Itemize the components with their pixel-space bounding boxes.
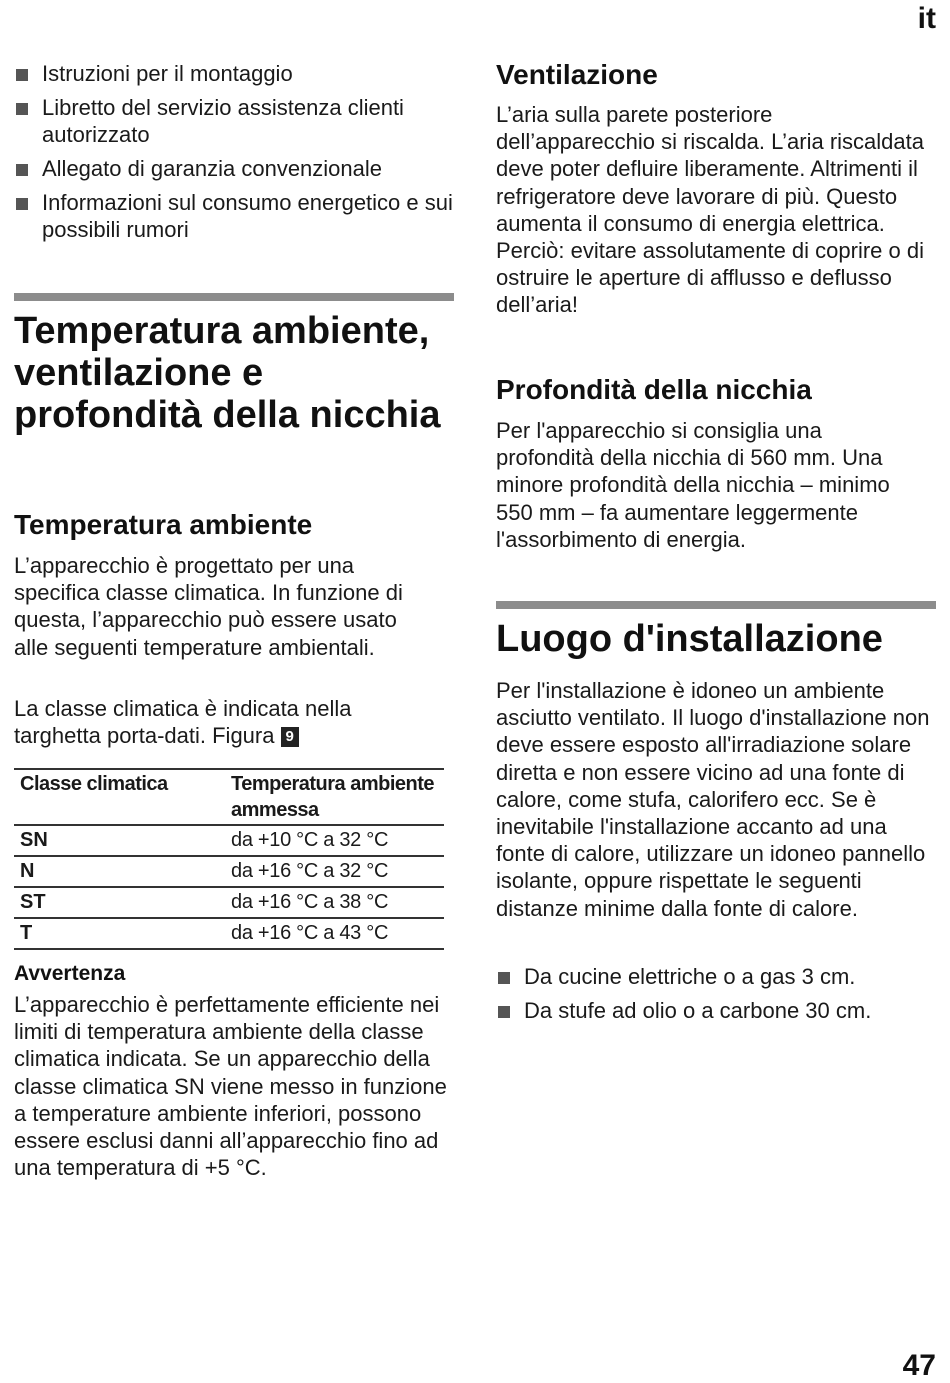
column-header-class: Classe climatica bbox=[14, 769, 225, 825]
table-row bbox=[14, 856, 444, 887]
list-item bbox=[14, 189, 454, 243]
temperature-heading: Temperatura ambiente bbox=[14, 509, 313, 540]
note-heading: Avvertenza bbox=[14, 962, 126, 985]
bullet-square-icon bbox=[16, 69, 28, 81]
language-tag: it bbox=[917, 2, 936, 35]
table-cell-temperature: da +16 °C a 43 °C bbox=[231, 922, 389, 944]
table-row bbox=[14, 825, 444, 856]
bullet-square-icon bbox=[498, 972, 510, 984]
installation-paragraph: Per l'installazione è idoneo un ambiente asciutto ventilato. Il luogo d'installazione non deve essere esposto all'irradiazione solare diretta e non essere vicino ad una fonte di calore, come stufa, calorifero ecc. Se è inevitabile l'installazione accanto ad una fonte di calore, utilizzare un idoneo pannello isolante, oppure rispettate le seguenti distanze minime dalla fonte di calore. bbox=[496, 678, 930, 921]
table-row bbox=[14, 887, 444, 918]
list-item-text: Istruzioni per il montaggio bbox=[42, 61, 293, 86]
table-cell-temperature: da +16 °C a 38 °C bbox=[225, 887, 444, 918]
ventilation-paragraph: L’aria sulla parete posteriore dell’apparecchio si riscalda. L’aria riscaldata deve poter defluire liberamente. Altrimenti il refrigeratore deve lavorare di più. Questo aumenta il consumo di energia elettrica. Perciò: evitare assolutamente di coprire o di ostruire le aperture di afflusso e deflusso dell’aria! bbox=[496, 102, 925, 318]
table-cell-class: T bbox=[20, 922, 33, 944]
bullet-square-icon bbox=[16, 164, 28, 176]
installation-title: Luogo d'installazione bbox=[496, 618, 883, 660]
table-header-row bbox=[14, 769, 444, 825]
included-documents-list bbox=[14, 60, 454, 250]
list-item-text: Allegato di garanzia convenzionale bbox=[42, 156, 383, 181]
list-item bbox=[14, 155, 454, 182]
table-cell-temperature: da +16 °C a 32 °C bbox=[225, 856, 444, 887]
climate-class-paragraph bbox=[14, 695, 434, 749]
section-divider bbox=[14, 293, 454, 301]
list-item-text: Da cucine elettriche o a gas 3 cm. bbox=[524, 964, 856, 989]
list-item-text: Libretto del servizio assistenza clienti autorizzato bbox=[42, 95, 404, 147]
heat-source-distance-list bbox=[496, 963, 936, 1031]
figure-reference-badge: 9 bbox=[281, 727, 299, 747]
column-header-temperature: Temperatura ambiente ammessa bbox=[225, 769, 444, 825]
climate-class-text: La classe climatica è indicata nella targhetta porta-dati. Figura bbox=[14, 696, 352, 749]
temperature-paragraph: L’apparecchio è progettato per una specifica classe climatica. In funzione di questa, l’apparecchio può essere usato alle seguenti temperature ambientali. bbox=[14, 553, 403, 660]
bullet-square-icon bbox=[16, 198, 28, 210]
table-row bbox=[14, 918, 444, 949]
niche-depth-heading: Profondità della nicchia bbox=[496, 374, 812, 405]
list-item-text: Da stufe ad olio o a carbone 30 cm. bbox=[524, 998, 872, 1023]
table-cell-class: ST bbox=[14, 887, 225, 918]
note-paragraph: L’apparecchio è perfettamente efficiente nei limiti di temperatura ambiente della classe climatica indicata. Se un apparecchio della classe climatica SN viene messo in funzione a temperature ambiente inferiori, possono essere esclusi danni all’apparecchio fino ad una temperatura di +5 °C. bbox=[14, 992, 447, 1181]
table-cell-temperature: da +10 °C a 32 °C bbox=[225, 825, 444, 856]
ventilation-heading: Ventilazione bbox=[496, 59, 658, 90]
climate-class-table bbox=[14, 768, 444, 950]
section-title: Temperatura ambiente, ventilazione e profondità della nicchia bbox=[14, 310, 441, 436]
table-cell-class: N bbox=[14, 856, 225, 887]
niche-depth-paragraph: Per l'apparecchio si consiglia una profondità della nicchia di 560 mm. Una minore profondità della nicchia – minimo 550 mm – fa aumentare leggermente l'assorbimento di energia. bbox=[496, 418, 890, 552]
section-divider bbox=[496, 601, 936, 609]
list-item bbox=[496, 963, 936, 990]
list-item-text: Informazioni sul consumo energetico e sui possibili rumori bbox=[42, 190, 453, 242]
bullet-square-icon bbox=[16, 103, 28, 115]
list-item bbox=[496, 997, 936, 1024]
list-item bbox=[14, 60, 454, 87]
page-number: 47 bbox=[902, 1349, 936, 1382]
list-item bbox=[14, 94, 454, 148]
bullet-square-icon bbox=[498, 1006, 510, 1018]
table-cell-class: SN bbox=[14, 825, 225, 856]
